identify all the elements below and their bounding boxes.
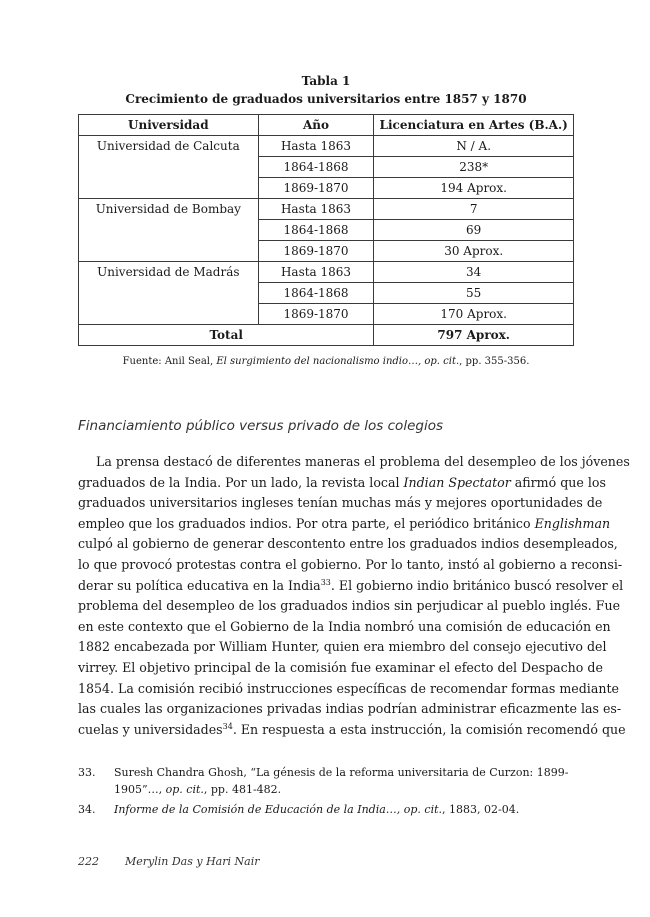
journal-title: Indian Spectator [403,474,511,490]
value-cell: 69 [374,220,574,241]
year-cell: 1864-1868 [258,157,374,178]
newspaper-title: Englishman [534,515,611,531]
table-header-row [79,115,574,136]
university-cell: Universidad de Calcuta [79,136,259,199]
total-label: Total [79,325,374,346]
text-line: lo que provocó protestas contra el gobierno. Por lo tanto, instó al gobierno a reconsi- [78,556,623,572]
page-number: 222 [78,855,99,868]
source-title: El surgimiento del nacionalismo indio…, op. cit. [216,356,460,367]
table-title: Tabla 1 [301,74,351,88]
section-heading: Financiamiento público versus privado de los colegios [78,418,443,434]
year-cell: 1869-1870 [258,241,374,262]
table-row [79,199,574,220]
text-line: cuelas y universidades$^{34}$. En respuesta a esta instrucción, la comisión recomendó que [78,721,626,737]
year-cell: 1864-1868 [258,220,374,241]
table-subtitle: Crecimiento de graduados universitarios entre 1857 y 1870 [125,92,527,106]
column-header: Licenciatura en Artes (B.A.) [374,115,574,136]
table-row [79,262,574,283]
text-line: problema del desempleo de los graduados indios sin perjudicar al pueblo inglés. Fue [78,598,621,614]
text-line: en este contexto que el Gobierno de la India nombró una comisión de educación en [78,618,611,634]
footnote: 33. Suresh Chandra Ghosh, “La génesis de la reforma universitaria de Curzon: 1899-1905”…, op. cit., pp. 481-482. [78,766,569,796]
text-line: culpó al gobierno de generar descontento entre los graduados indios desempleados, [78,536,618,552]
table-row [79,136,574,157]
year-cell: Hasta 1863 [258,262,374,283]
text-line: 1854. La comisión recibió instrucciones específicas de recomendar formas mediante [78,680,619,696]
footnote: 34. Informe de la Comisión de Educación de la India…, op. cit., 1883, 02-04. [78,803,520,816]
body-paragraph [78,452,630,740]
table-source [78,356,574,367]
text-line: empleo que los graduados indios. Por otra parte, el periódico británico Englishman [78,515,611,531]
table-total-row [79,325,574,346]
graduates-table [78,114,574,346]
year-cell: 1864-1868 [258,283,374,304]
source-suffix: , pp. 355-356. [459,356,530,367]
university-cell: Universidad de Madrás [79,262,259,325]
value-cell: 170 Aprox. [374,304,574,325]
value-cell: 55 [374,283,574,304]
text-line: las cuales las organizaciones privadas indias podrían administrar eficazmente las es- [78,701,622,717]
column-header: Universidad [79,115,259,136]
text-line: La prensa destacó de diferentes maneras el problema del desempleo de los jóvenes [96,454,630,469]
footnote-number: 34. [78,803,96,816]
text-line: derar su política educativa en la India$^{33}$. El gobierno indio británico buscó resolver el [78,577,624,593]
footnote-ref: 33 [320,577,331,587]
value-cell: 194 Aprox. [374,178,574,199]
value-cell: 7 [374,199,574,220]
university-cell: Universidad de Bombay [79,199,259,262]
source-prefix: Fuente: Anil Seal, [122,356,217,367]
value-cell: 238* [374,157,574,178]
year-cell: 1869-1870 [258,178,374,199]
year-cell: Hasta 1863 [258,136,374,157]
value-cell: N / A. [374,136,574,157]
footnote-ref: 34 [222,721,233,731]
running-authors: Merylin Das y Hari Nair [125,855,260,868]
year-cell: 1869-1870 [258,304,374,325]
footnote-number: 33. [78,766,96,779]
text-line: 1882 encabezada por William Hunter, quien era miembro del consejo ejecutivo del [78,639,607,655]
total-value: 797 Aprox. [374,325,574,346]
footnotes [78,764,574,821]
column-header: Año [258,115,374,136]
text-line: graduados de la India. Por un lado, la revista local Indian Spectator afirmó que los [78,474,606,490]
value-cell: 30 Aprox. [374,241,574,262]
value-cell: 34 [374,262,574,283]
text-line: virrey. El objetivo principal de la comisión fue examinar el efecto del Despacho de [78,659,603,675]
year-cell: Hasta 1863 [258,199,374,220]
text-line: graduados universitarios ingleses tenían muchas más y mejores oportunidades de [78,495,603,511]
page-footer [78,855,259,868]
